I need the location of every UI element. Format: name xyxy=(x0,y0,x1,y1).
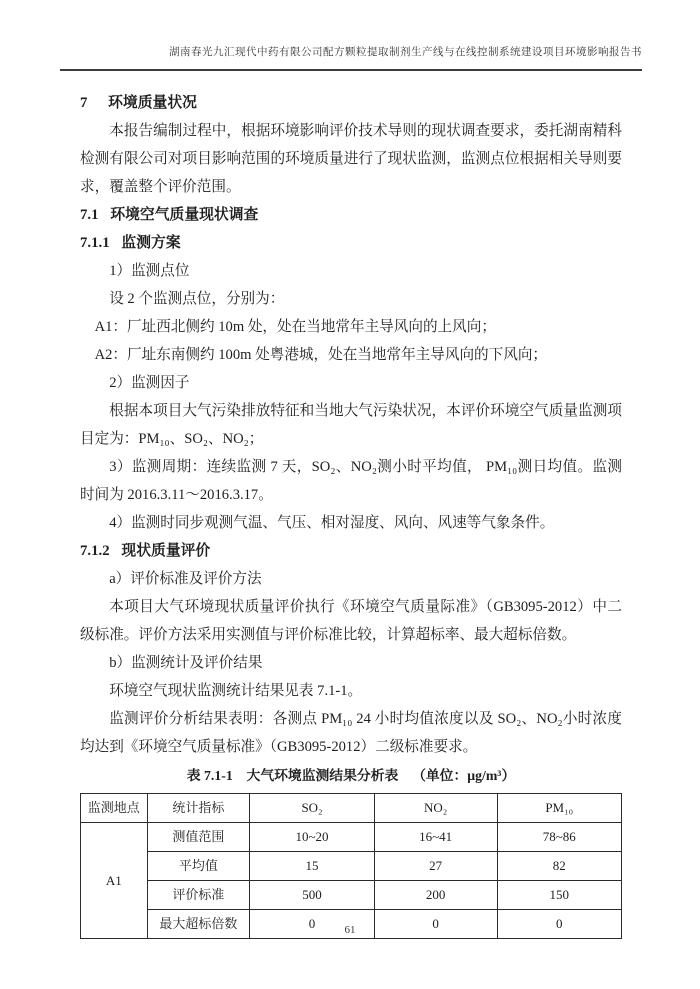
cell-no2: 16~41 xyxy=(374,823,497,852)
table-caption-unit: （单位：μg/m³） xyxy=(412,768,516,783)
cell-so2: 15 xyxy=(250,852,374,881)
table-row xyxy=(81,823,622,852)
section-number: 7.1 xyxy=(80,207,99,223)
report-header-title: 湖南春光九汇现代中药有限公司配方颗粒提取制剂生产线与在线控制系统建设项目环境影响报告书 xyxy=(169,47,642,58)
section-heading-7-1 xyxy=(80,201,622,229)
col-header-indicator: 统计指标 xyxy=(147,794,250,823)
list-item-eval-standard: a）评价标准及评价方法 xyxy=(109,571,262,587)
section-title: 环境空气质量现状调查 xyxy=(110,207,259,223)
section-number: 7 xyxy=(80,95,88,111)
monitoring-results-table xyxy=(80,793,622,939)
cell-no2: 0 xyxy=(374,910,497,939)
col-header-so2: SO₂ xyxy=(250,794,374,823)
section-heading-7 xyxy=(80,89,622,117)
table-row xyxy=(81,881,622,910)
list-item-eval-result: b）监测统计及评价结果 xyxy=(109,655,263,671)
col-header-pm10: PM₁₀ xyxy=(497,794,621,823)
cell-so2: 10~20 xyxy=(250,823,374,852)
section-number: 7.1.1 xyxy=(80,235,110,251)
table-row xyxy=(81,852,622,881)
section-number: 7.1.2 xyxy=(80,543,110,559)
cell-indicator: 最大超标倍数 xyxy=(147,910,250,939)
cell-pm10: 78~86 xyxy=(497,823,621,852)
cell-pm10: 0 xyxy=(497,910,621,939)
page-header xyxy=(60,42,642,71)
table-caption-text: 表 7.1-1 大气环境监测结果分析表 xyxy=(186,768,399,783)
cell-indicator: 测值范围 xyxy=(147,823,250,852)
cell-so2: 500 xyxy=(250,881,374,910)
cell-no2: 27 xyxy=(374,852,497,881)
list-item-monitoring-factors: 2）监测因子 xyxy=(109,375,190,391)
section-title: 现状质量评价 xyxy=(121,543,211,559)
col-header-no2: NO₂ xyxy=(374,794,497,823)
list-item-monitoring-points: 1）监测点位 xyxy=(109,263,190,279)
paragraph-standard: 本项目大气环境现状质量评价执行《环境空气质量际准》（GB3095-2012）中二级标准。评价方法采用实测值与评价标准比较，计算超标率、最大超标倍数。 xyxy=(80,599,622,643)
paragraph-period: 3）监测周期：连续监测 7 天，SO₂、NO₂测小时平均值， PM₁₀测日均值。监测时间为 2016.3.11～2016.3.17。 xyxy=(80,459,622,503)
paragraph-see-table: 环境空气现状监测统计结果见表 7.1-1。 xyxy=(109,683,363,699)
section-title: 环境质量状况 xyxy=(108,95,197,111)
paragraph-factors: 根据本项目大气污染排放特征和当地大气污染状况，本评价环境空气质量监测项目定为：PM₁₀、SO₂、NO₂； xyxy=(80,403,622,447)
table-caption xyxy=(80,763,622,789)
paragraph-result: 监测评价分析结果表明：各测点 PM₁₀ 24 小时均值浓度以及 SO₂、NO₂小时浓度均达到《环境空气质量标准》（GB3095-2012）二级标准要求。 xyxy=(80,711,622,755)
section-title: 监测方案 xyxy=(121,235,181,251)
cell-indicator: 评价标准 xyxy=(147,881,250,910)
cell-pm10: 82 xyxy=(497,852,621,881)
section-heading-7-1-2 xyxy=(80,537,622,565)
list-item-a2: A2：厂址东南侧约 100m 处粤港城，处在当地常年主导风向的下风向； xyxy=(94,347,548,363)
cell-no2: 200 xyxy=(374,881,497,910)
list-item-a1: A1：厂址西北侧约 10m 处，处在当地常年主导风向的上风向； xyxy=(94,319,496,335)
list-item-set-points: 设 2 个监测点位，分别为： xyxy=(109,291,285,307)
table-header-row xyxy=(81,794,622,823)
page-number: 61 xyxy=(344,924,356,936)
section-heading-7-1-1 xyxy=(80,229,622,257)
paragraph-meteorology: 4）监测时同步观测气温、气压、相对湿度、风向、风速等气象条件。 xyxy=(109,515,555,531)
document-body xyxy=(80,89,622,939)
cell-so2: 0 xyxy=(250,910,374,939)
cell-pm10: 150 xyxy=(497,881,621,910)
col-header-location: 监测地点 xyxy=(81,794,148,823)
cell-location: A1 xyxy=(81,823,148,939)
paragraph-intro: 本报告编制过程中，根据环境影响评价技术导则的现状调查要求，委托湖南精科检测有限公司对项目影响范围的环境质量进行了现状监测，监测点位根据相关导则要求，覆盖整个评价范围。 xyxy=(80,123,622,195)
cell-indicator: 平均值 xyxy=(147,852,250,881)
page-footer xyxy=(0,924,700,936)
